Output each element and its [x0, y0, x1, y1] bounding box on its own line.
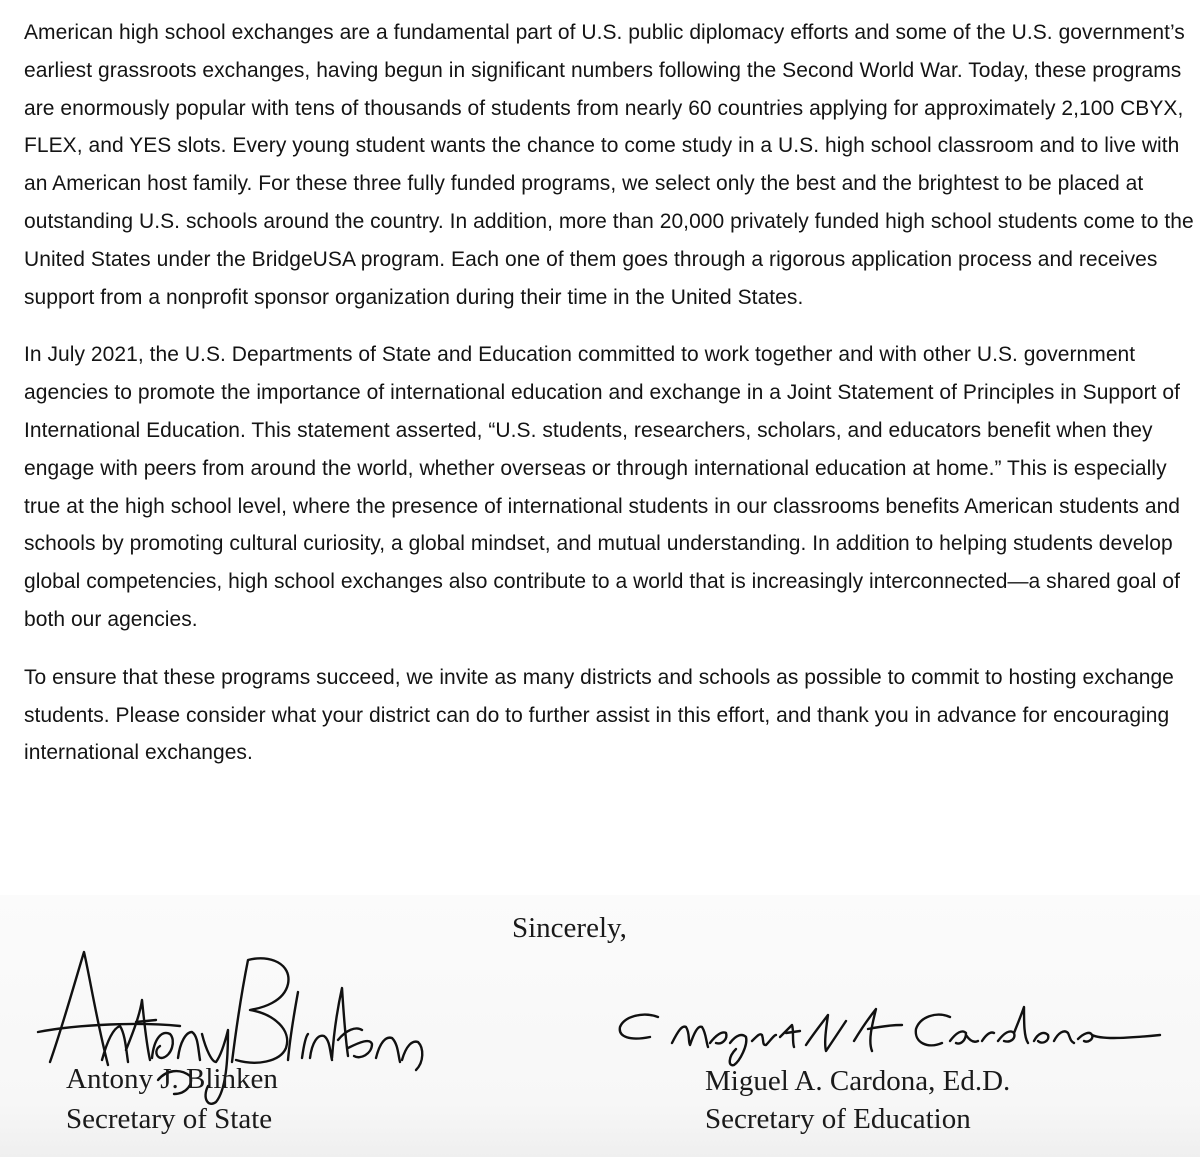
- signatory-2-title: Secretary of Education: [705, 1103, 971, 1135]
- letter-body: [24, 14, 1196, 792]
- signatory-1-name: Antony J. Blinken: [66, 1063, 278, 1095]
- signatory-2-name: Miguel A. Cardona, Ed.D.: [705, 1065, 1011, 1097]
- paragraph-3: To ensure that these programs succeed, we invite as many districts and schools as possible to commit to hosting exchange students. Please consider what your district can do to further assist in this effort, and thank you in advance for encouraging international exchanges.: [24, 665, 1174, 765]
- signatory-1-title: Secretary of State: [66, 1103, 273, 1135]
- closing-salutation: Sincerely,: [512, 912, 627, 944]
- paragraph-2: In July 2021, the U.S. Departments of State and Education committed to work together and with other U.S. government agencies to promote the importance of international education and exchange in a Joint Statement of Principles in Support of International Education. This statement asserted, “U.S. students, researchers, scholars, and educators benefit when they engage with peers from around the world, whether overseas or through international education at home.” This is especially true at the high school level, where the presence of international students in our classrooms benefits American students and schools by promoting cultural curiosity, a global mindset, and mutual understanding. In addition to helping students develop global competencies, high school exchanges also contribute to a world that is increasingly interconnected—a shared goal of both our agencies.: [24, 343, 1181, 631]
- signature-block: [0, 895, 1200, 1157]
- paragraph-1: American high school exchanges are a fundamental part of U.S. public diplomacy efforts and some of the U.S. government’s earliest grassroots exchanges, having begun in significant numbers following the Second World War. Today, these programs are enormously popular with tens of thousands of students from nearly 60 countries applying for approximately 2,100 CBYX, FLEX, and YES slots. Every young student wants the chance to come study in a U.S. high school classroom and to live with an American host family. For these three fully funded programs, we select only the best and the brightest to be placed at outstanding U.S. schools around the country. In addition, more than 20,000 privately funded high school students come to the United States under the BridgeUSA program. Each one of them goes through a rigorous application process and receives support from a nonprofit sponsor organization during their time in the United States.: [24, 21, 1194, 309]
